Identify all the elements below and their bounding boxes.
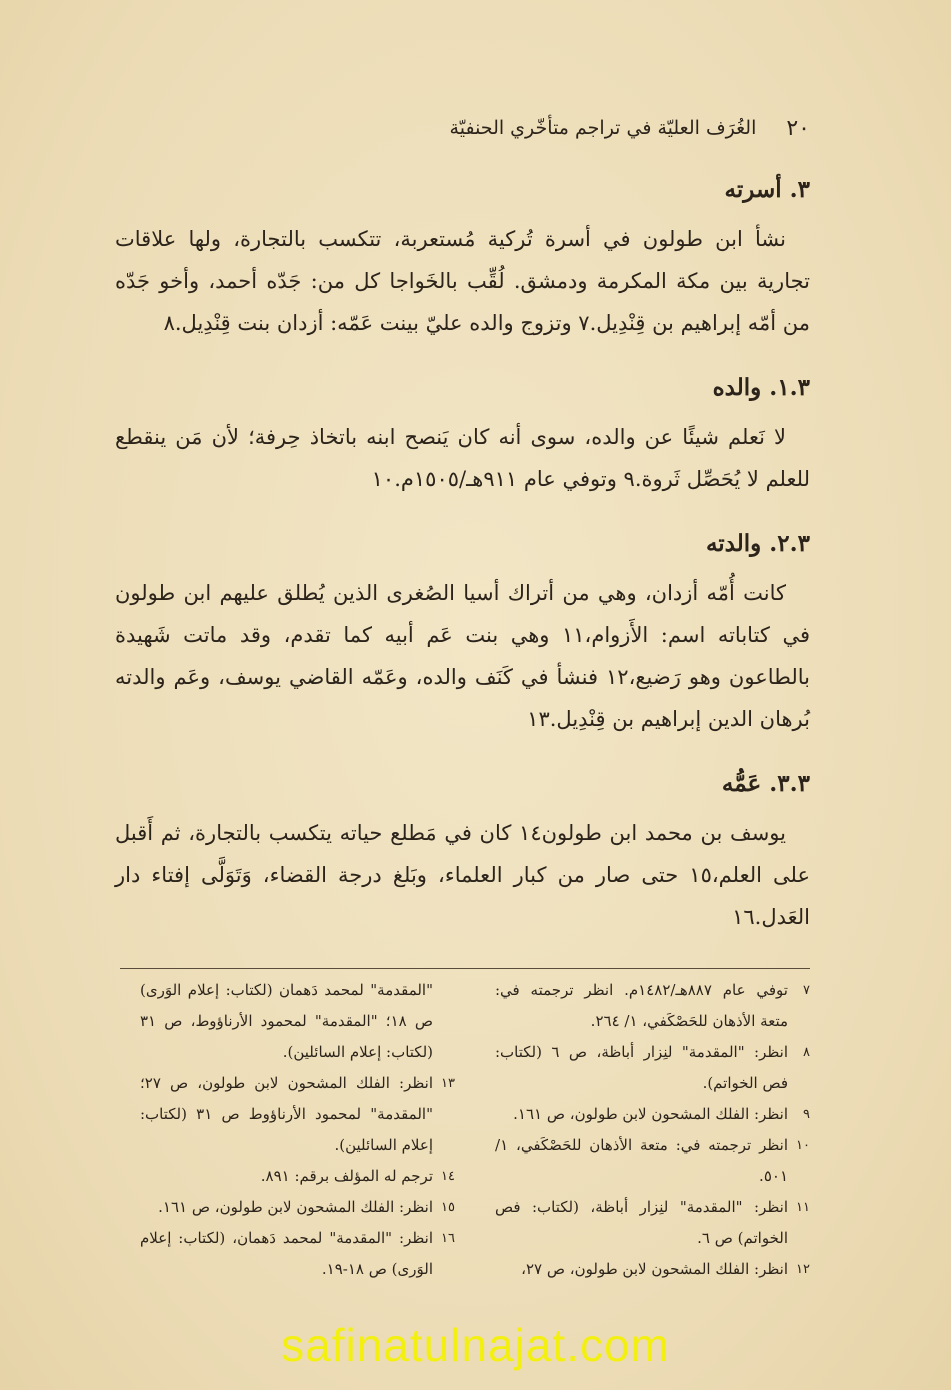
running-title: الغُرَف العليّة في تراجم متأخّري الحنفيّة [449,117,757,139]
section-mother [115,524,810,740]
footnotes-left-column [140,975,455,1295]
section-heading: ١.٣. والده [712,374,810,401]
footnote-divider [120,968,810,969]
footnote-number [433,975,455,1068]
watermark-text: safinatulnajat.com [281,1319,670,1371]
page-header [60,110,810,146]
main-text [115,170,810,962]
section-family [115,170,810,344]
section-uncle [115,764,810,938]
footnote-text: انظر: "المقدمة" لمحمد دَهمان، (لكتاب: إعلام الوَرى) ص ١٨-١٩. [140,1229,433,1278]
section-father [115,368,810,500]
footnote [140,1192,455,1223]
section-heading: ٢.٣. والدته [705,530,810,557]
footnote-text: انظر: الفلك المشحون لابن طولون، ص ١٦١. [158,1198,433,1216]
footnote [495,1192,810,1254]
footnote-text: انظر: "المقدمة" لنِزار أباظة، (لكتاب: فص الخواتم) ص ٦. [495,1198,788,1247]
section-heading: ٣.٣. عَمُّه [721,770,810,797]
footnotes [140,975,810,1295]
section-heading: ٣. أسرته [724,176,810,203]
footnote [495,975,810,1037]
footnote-number: ١٤ [441,1169,455,1184]
footnotes-right-column [495,975,810,1295]
footnote [495,1254,810,1285]
footnote-text: "المقدمة" لمحمد دَهمان (لكتاب: إعلام الوَرى) ص ١٨؛ "المقدمة" لمحمود الأرناؤوط، ص ٣١ (لكتاب: إعلام السائلين). [140,981,433,1061]
footnote-number: ٨ [803,1045,810,1060]
footnote [495,1037,810,1099]
footnote-text: انظر: الفلك المشحون لابن طولون، ص ٢٧، [521,1260,788,1278]
footnote-text: انظر: "المقدمة" لنِزار أباظة، ص ٦ (لكتاب: فص الخواتم). [495,1043,789,1092]
footnote [495,1099,810,1130]
footnote [140,1223,455,1285]
footnote-number: ٩ [803,1107,810,1122]
footnote-text: توفي عام ٨٨٧هـ/١٤٨٢م. انظر ترجمته في: متعة الأذهان للحَصْكَفي، ١/ ٢٦٤. [495,981,788,1030]
footnote-number: ١٥ [441,1200,455,1215]
footnote [140,975,455,1068]
page-number: ٢٠ [786,115,810,141]
footnote-text: انظر: الفلك المشحون لابن طولون، ص ٢٧؛ "المقدمة" لمحمود الأرناؤوط ص ٣١ (لكتاب: إعلام السائلين). [140,1074,433,1154]
footnote-number: ١٣ [441,1076,455,1091]
footnote [140,1161,455,1192]
footnote-text: انظر ترجمته في: متعة الأذهان للحَصْكَفي، ١/ ٥٠١. [495,1136,788,1185]
footnote-number: ١٦ [441,1231,455,1246]
footnote-text: ترجم له المؤلف برقم: ٨٩١. [260,1167,433,1185]
footnote-text: انظر: الفلك المشحون لابن طولون، ص ١٦١. [513,1105,788,1123]
section-paragraph: يوسف بن محمد ابن طولون١٤ كان في مَطلع حياته يتكسب بالتجارة، ثم أَقبل على العلم،١٥ حتى صار من كبار العلماء، وبَلغ درجة القضاء، وَتَوَلَّى إفتاء دار العَدل.١٦ [115,821,811,929]
footnote-number: ١٢ [796,1262,810,1277]
footnote-number: ١٠ [796,1138,810,1153]
section-paragraph: كانت أُمّه أزدان، وهي من أتراك أسيا الصُغرى الذين يُطلق عليهم ابن طولون في كتاباته اسم: الأَزوام،١١ وهي بنت عَم أبيه كما تقدم، وقد ماتت شَهيدة بالطاعون وهو رَضيع،١٢ فنشأ في كَنَف والده، وعَمّه القاضي يوسف، وعَم والدته بُرهان الدين إبراهيم بن قِنْدِيل.١٣ [115,581,810,731]
footnote [495,1130,810,1192]
section-paragraph: نشأ ابن طولون في أسرة تُركية مُستعربة، تتكسب بالتجارة، ولها علاقات تجارية بين مكة المكرمة ودمشق. لُقِّب بالخَواجا كل من: جَدّه أحمد، وأخو جَدّه من أمّه إبراهيم بن قِنْدِيل.٧ وتزوج والده عليّ بينت عَمّه: أزدان بنت قِنْدِيل.٨ [115,227,810,335]
footnote [140,1068,455,1161]
footnote-number: ٧ [803,983,810,998]
section-paragraph: لا نَعلم شيئًا عن والده، سوى أنه كان يَنصح ابنه باتخاذ حِرفة؛ لأن مَن ينقطع للعلم لا يُحَصِّل ثَروة.٩ وتوفي عام ٩١١هـ/١٥٠٥م.١٠ [115,425,810,491]
footnote-number: ١١ [796,1200,810,1215]
